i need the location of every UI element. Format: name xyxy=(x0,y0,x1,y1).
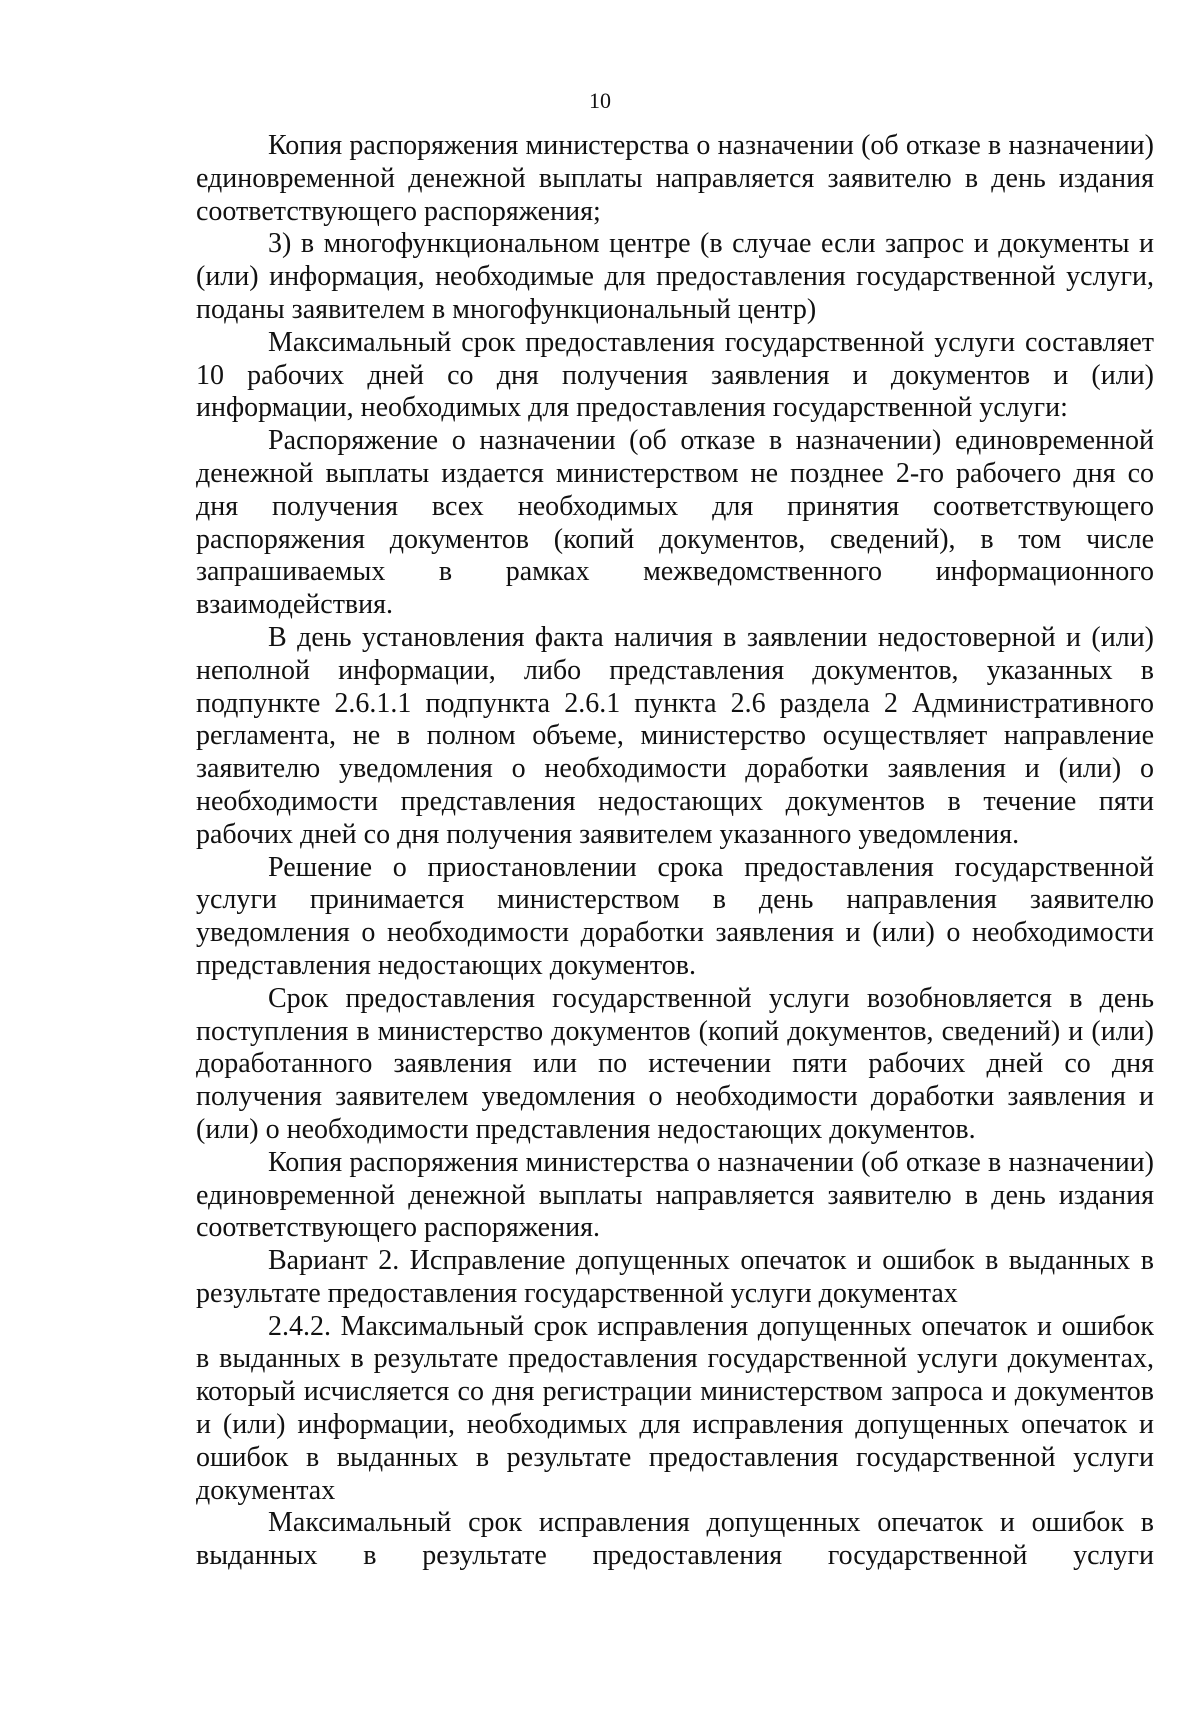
paragraph-max-term: Максимальный срок предоставления государственной услуги составляет 10 рабочих дней со дня получения заявления и документов и (или) информации, необходимых для предоставления государственной услуги: xyxy=(196,326,1154,424)
page-number: 10 xyxy=(589,88,611,113)
paragraph-suspension-decision: Решение о приостановлении срока предоставления государственной услуги принимается министерством в день направления заявителю уведомления о необходимости доработки заявления и (или) о необходимости представления недостающих документов. xyxy=(196,851,1154,981)
paragraph-term-resumed: Срок предоставления государственной услуги возобновляется в день поступления в министерство документов (копий документов, сведений) и (или) доработанного заявления или по истечении пяти рабочих дней со дня получения заявителем уведомления о необходимости доработки заявления и (или) о необходимости представления недостающих документов. xyxy=(196,982,1154,1145)
paragraph-copy-of-order: Копия распоряжения министерства о назначении (об отказе в назначении) единовременной денежной выплаты направляется заявителю в день издания соответствующего распоряжения; xyxy=(196,130,1154,227)
document-body xyxy=(196,130,1154,1573)
paragraph-incomplete-info: В день установления факта наличия в заявлении недостоверной и (или) неполной информации, либо представления документов, указанных в подпункте 2.6.1.1 подпункта 2.6.1 пункта 2.6 раздела 2 Административного регламента, не в полном объеме, министерство осуществляет направление заявителю уведомления о необходимости доработки заявления и (или) о необходимости представления недостающих документов в течение пяти рабочих дней со дня получения заявителем указанного уведомления. xyxy=(196,621,1154,850)
paragraph-section-2-4-2: 2.4.2. Максимальный срок исправления допущенных опечаток и ошибок в выданных в результате предоставления государственной услуги документах, который исчисляется со дня регистрации министерством запроса и документов и (или) информации, необходимых для исправления допущенных опечаток и ошибок в выданных в результате предоставления государственной услуги документах xyxy=(196,1310,1154,1506)
paragraph-max-correction-term: Максимальный срок исправления допущенных опечаток и ошибок в выданных в результате предоставления государственной услуги xyxy=(196,1507,1154,1572)
paragraph-mfc-case: 3) в многофункциональном центре (в случае если запрос и документы и (или) информация, необходимые для предоставления государственной услуги, поданы заявителем в многофункциональный центр) xyxy=(196,228,1154,325)
paragraph-order-issued: Распоряжение о назначении (об отказе в назначении) единовременной денежной выплаты издается министерством не позднее 2-го рабочего дня со дня получения всех необходимых для принятия соответствующего распоряжения документов (копий документов, сведений), в том числе запрашиваемых в рамках межведомственного информационного взаимодействия. xyxy=(196,425,1154,621)
paragraph-copy-of-order-2: Копия распоряжения министерства о назначении (об отказе в назначении) единовременной денежной выплаты направляется заявителю в день издания соответствующего распоряжения. xyxy=(196,1146,1154,1244)
paragraph-variant-2-heading: Вариант 2. Исправление допущенных опечаток и ошибок в выданных в результате предоставления государственной услуги документах xyxy=(196,1245,1154,1309)
